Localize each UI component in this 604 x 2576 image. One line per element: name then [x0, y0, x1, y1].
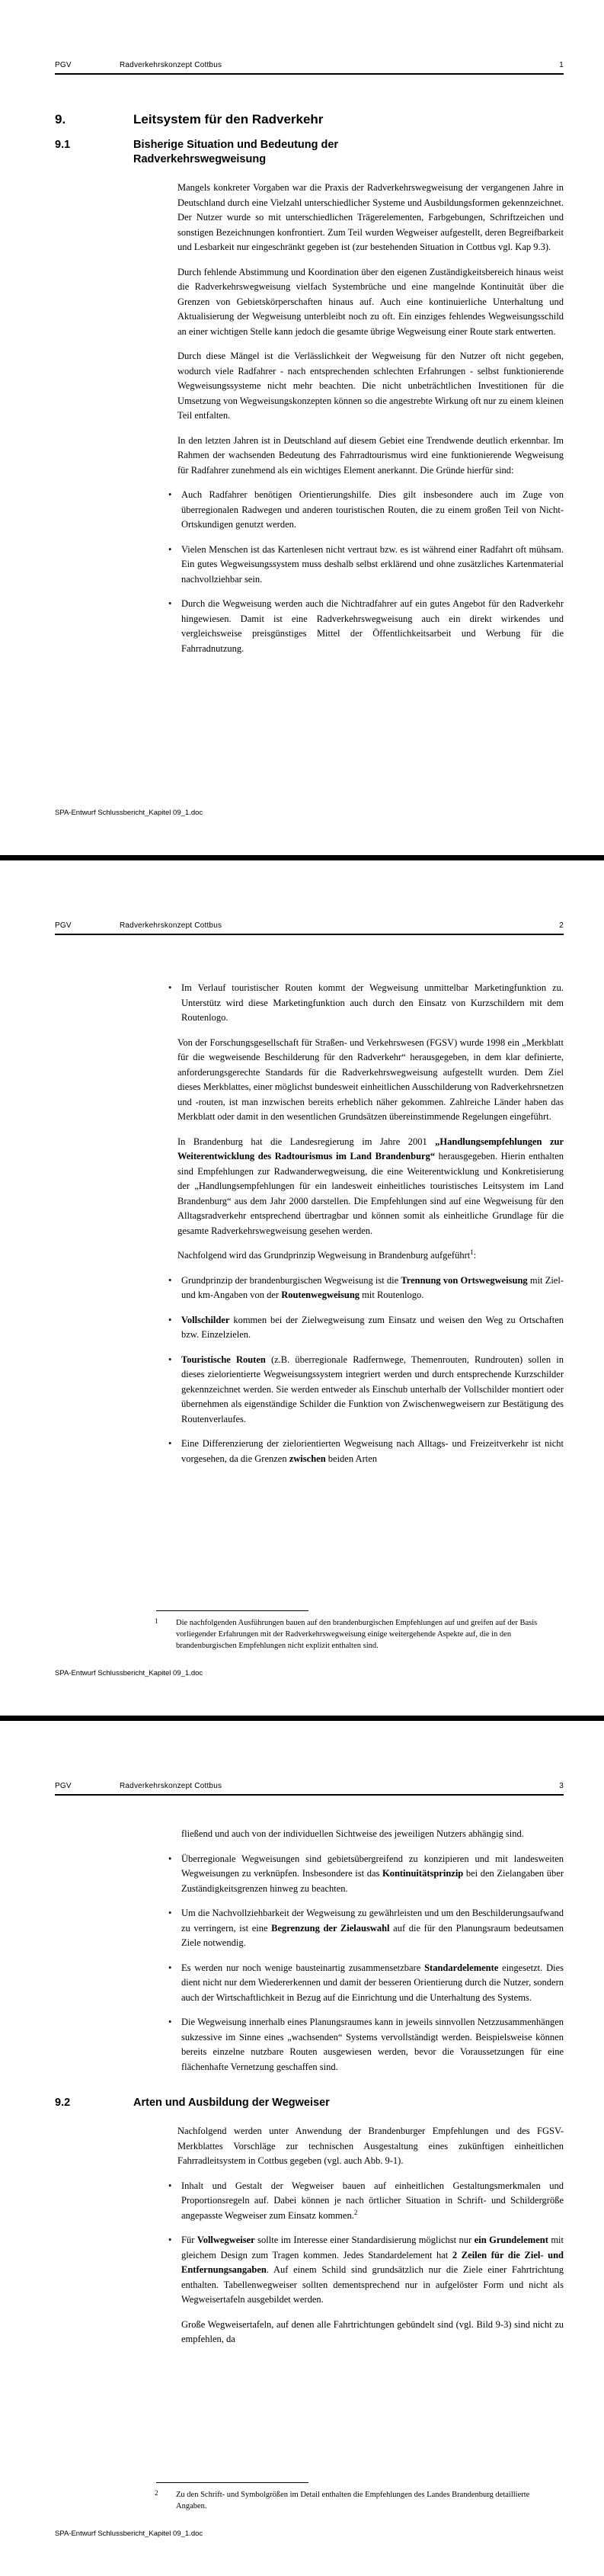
page-header — [55, 921, 564, 930]
footnote-text: Die nachfolgenden Ausführungen bauen auf den brandenburgischen Empfehlungen auf und greifen auf der Basis vorliegender Erfahrungen mit der Radverkehrswegweisung einige weitergehende Aspekte auf, die in den brandenburgischen Empfehlungen nicht explizit enthalten sind. — [176, 1619, 538, 1650]
paragraph-continuation: fließend und auch von der individuellen Sichtweise des jeweiligen Nutzers abhängig sind. — [181, 1828, 524, 1839]
page-header — [55, 61, 564, 69]
footnote-ref-2: 2 — [353, 2208, 358, 2216]
list-item: • Inhalt und Gestalt der Wegweiser bauen auf einheitlichen Gestaltungsmerkmalen und Proportionsregeln auf. Dabei können je nach örtlicher Situation in Schrift- und Schildergröße angepasste Wegweiser zum Einsatz kommen.$^2$ — [181, 2179, 564, 2224]
list-item: • Für Vollwegweiser sollte im Interesse einer Standardisierung möglichst nur ein Grundelement mit gleichem Design zum Tragen kommen. Jedes Standardelement hat 2 Zeilen für die Ziel- und Entfernungsangaben. Auf einem Schild sind grundsätzlich nur die Ziele einer Fahrtrichtung enthalten. Tabellenwegweiser sollten dementsprechend nur in aufgelöster Form und nicht als Wegweisertafeln ausgebildet werden. Große Wegweisertafeln, auf denen alle Fahrtrichtungen gebündelt sind (vgl. Bild 9-3) sind nicht zu empfehlen, da — [181, 2233, 564, 2347]
header-org: PGV — [55, 921, 72, 930]
footnotes-area — [152, 1610, 548, 1652]
paragraph: In den letzten Jahren ist in Deutschland auf diesem Gebiet eine Trendwende deutlich erkennbar. Im Rahmen der wachsenden Bedeutung des Fahrradtourismus wird eine funktionierende Wegweisung für Radfahrer zunehmend als ein wichtiges Element anerkannt. Die Gründe hierfür sind: — [177, 434, 564, 476]
section-title: Arten und Ausbildung der Wegweiser — [133, 2097, 330, 2109]
list-item: • Um die Nachvollziehbarkeit der Wegweisung zu gewährleisten und um den Beschilderungsaufwand zu verringern, ist eine Begrenzung der Zielauswahl auf die für den Planungsraum bedeutsamen Ziele notwendig. — [181, 1906, 564, 1951]
footnote — [152, 1617, 548, 1652]
section-title: Bisherige Situation und Bedeutung der Radverkehrswegweisung — [133, 139, 339, 165]
list-item: • Eine Differenzierung der zielorientierten Wegweisung nach Alltags- und Freizeitverkehr ist nicht vorgesehen, da die Grenzen zwischen beiden Arten — [181, 1437, 564, 1466]
footnote-marker: 2 — [155, 2489, 158, 2497]
header-doc-title: Radverkehrskonzept Cottbus — [120, 921, 222, 930]
paragraph: In Brandenburg hat die Landesregierung im Jahre 2001 „Handlungsempfehlungen zur Weiterentwicklung des Radtourismus im Land Brandenburg“ herausgegeben. Hierin enthalten sind Empfehlungen zur Radwanderwegweisung, die eine Weiterentwicklung und Konkretisierung der „Handlungsempfehlungen für ein landesweit einheitliches touristisches Leitsystem im Land Brandenburg“ aus dem Jahr 2000 darstellen. Die Empfehlungen sind auf eine Wegweisung für den Alltagsradverkehr entsprechend übertragbar und können somit als einheitliche Grundlage für die gesamte Radverkehrswegweisung gesehen werden. — [177, 1136, 564, 1236]
list-item: • Durch die Wegweisung werden auch die Nichtradfahrer auf ein gutes Angebot für den Radverkehr hingewiesen. Damit ist eine Radverkehrswegweisung auch ein direkt wirkendes und vergleichsweise preisgünstiges Mittel der Öffentlichkeitsarbeit und Werbung für die Fahrradnutzung. — [181, 597, 564, 656]
footnote — [152, 2489, 548, 2512]
page-1 — [0, 0, 604, 855]
section-9-2-heading — [55, 2096, 564, 2110]
header-doc-title: Radverkehrskonzept Cottbus — [120, 61, 222, 69]
page-break-separator — [0, 855, 604, 860]
list-item: • Im Verlauf touristischer Routen kommt der Wegweisung unmittelbar Marketingfunktion zu. Unterstütz wird diese Marketingfunktion auch durch den Einsatz von Kurzschildern mit dem Routenlogo. — [181, 981, 564, 1026]
section-number: 9.1 — [55, 139, 71, 151]
paragraph: Nachfolgend wird das Grundprinzip Wegweisung in Brandenburg aufgeführt$^1$: — [177, 1248, 477, 1261]
section-9-1-heading — [55, 138, 564, 167]
page-body — [0, 75, 604, 666]
list-item: • Grundprinzip der brandenburgischen Wegweisung ist die Trennung von Ortswegweisung mit Ziel- und km-Angaben von der Routenwegweisung mit Routenlogo. — [181, 1274, 564, 1303]
list-item: • Touristische Routen (z.B. überregionale Radfernwege, Themenrouten, Rundrouten) sollen in dieses zielorientierte Wegweisungssystem integriert werden und durch entsprechende Kurzschilder gekennzeichnet werden. Sie werden entweder als Einschub unterhalb der Vollschilder montiert oder übernehmen als eigenständige Schilder die Funktion von Zwischenwegweisern zur Bestätigung des Routenverlaufes. — [181, 1353, 564, 1427]
section-number: 9. — [55, 112, 66, 127]
page-number: 2 — [559, 921, 564, 930]
page-body — [0, 1796, 604, 2357]
paragraph: Von der Forschungsgesellschaft für Straßen- und Verkehrswesen (FGSV) wurde 1998 ein „Merkblatt für die wegweisende Beschilderung für den Radverkehr“ herausgegeben, in dem klar definierte, anforderungsgerechte Standards für die Radverkehrswegweisung aufgestellt wurden. Dem Ziel dieses Merkblattes, einer möglichst bundesweit einheitlichen Ausschilderung von Radverkehrsnetzen und -routen, ist man inzwischen bereits erheblich näher gekommen. Zahlreiche Länder haben das Merkblatt oder damit in den wesentlichen Grundsätzen übereinstimmende Regelungen eingeführt. — [177, 1036, 564, 1122]
page-3 — [0, 1721, 604, 2576]
paragraph: Durch fehlende Abstimmung und Koordination über den eigenen Zuständigkeitsbereich hinaus weist die Radverkehrswegweisung vielfach Systembrüche und eine mangelnde Kontinuität über die Grenzen von Gebietskörperschaften hinaus auf. Auch eine kontinuierliche Unterhaltung und Aktualisierung der Wegweisung unterbleibt noch zu oft. Ein einziges fehlendes Wegweisungsschild an einer wichtigen Stelle kann jedoch die gesamte übrige Wegweisung einer Route stark entwerten. — [177, 266, 564, 337]
footnote-rule — [156, 2482, 308, 2483]
page-header — [55, 1782, 564, 1790]
section-9-heading — [55, 111, 564, 127]
page-number: 1 — [559, 61, 564, 69]
footnote-marker: 1 — [155, 1617, 158, 1625]
list-item: • Es werden nur noch wenige bausteinartig zusammensetzbare Standardelemente eingesetzt. Dies dient nicht nur dem Wiedererkennen und damit der besseren Orientierung durch die Nutzer, sondern auch der Wirtschaftlichkeit in Bezug auf die Einrichtung und die Unterhaltung des Systems. — [181, 1961, 564, 2006]
list-item: • Auch Radfahrer benötigen Orientierungshilfe. Dies gilt insbesondere auch im Zuge von überregionalen Radwegen und anderen touristischen Routen, die zu einem großen Teil von Nicht-Ortskundigen genutzt werden. — [181, 488, 564, 533]
section-title: Leitsystem für den Radverkehr — [133, 112, 324, 127]
header-org: PGV — [55, 1782, 72, 1790]
paragraph: Mangels konkreter Vorgaben war die Praxis der Radverkehrswegweisung der vergangenen Jahre in Deutschland durch eine Vielzahl unterschiedlicher Systeme und Ausbildungsformen gekennzeichnet. Der Nutzer wurde so mit unterschiedlichen Trägerelementen, Farbgebungen, Schriftzeichen und sonstigen Bezeichnungen konfrontiert. Zum Teil wurden Wegweiser aufgestellt, deren Begreifbarkeit und Lesbarkeit nur eingeschränkt gegeben ist (zur bestehenden Situation in Cottbus vgl. Kap 9.3). — [177, 182, 564, 252]
header-org: PGV — [55, 61, 72, 69]
page-2 — [0, 860, 604, 1716]
footnote-rule — [156, 1610, 308, 1611]
list-item: • Vielen Menschen ist das Kartenlesen nicht vertraut bzw. es ist während einer Radfahrt oft mühsam. Ein gutes Wegweisungssystem muss deshalb selbst erklärend und ohne zusätzliches Kartenmaterial nachvollziehbar sein. — [181, 543, 564, 588]
footnote-ref-1: 1 — [470, 1248, 474, 1256]
paragraph: Nachfolgend werden unter Anwendung der Brandenburger Empfehlungen und des FGSV-Merkblattes Vorschläge zur technischen Ausgestaltung eines zukünftigen einheitlichen Fahrradleitsystem in Cottbus gegeben (vgl. auch Abb. 9-1). — [177, 2126, 564, 2166]
section-number: 9.2 — [55, 2097, 71, 2109]
footnotes-area — [152, 2482, 548, 2512]
list-item: • Überregionale Wegweisungen sind gebietsübergreifend zu konzipieren und mit landesweiten Wegweisungen zu verknüpfen. Insbesondere ist das Kontinuitätsprinzip bei den Zielangaben über Zuständigkeitsgrenzen hinweg zu beachten. — [181, 1852, 564, 1897]
list-item: • Vollschilder kommen bei der Zielwegweisung zum Einsatz und weisen den Weg zu Ortschaften bzw. Einzelzielen. — [181, 1313, 564, 1343]
list-item: • Die Wegweisung innerhalb eines Planungsraumes kann in jeweils sinnvollen Netzzusammenhängen sukzessive im Sinne eines „wachsenden“ Systems vervollständigt werden. Beispielsweise können bereits einzelne nutzbare Routen ausgewiesen werden, bevor die Voraussetzungen für eine flächenhafte Vernetzung geschaffen sind. — [181, 2015, 564, 2075]
header-doc-title: Radverkehrskonzept Cottbus — [120, 1782, 222, 1790]
paragraph: Große Wegweisertafeln, auf denen alle Fahrtrichtungen gebündelt sind (vgl. Bild 9-3) sind nicht zu empfehlen, da — [181, 2318, 564, 2344]
page-break-separator — [0, 1716, 604, 1721]
page-footer-filename: SPA-Entwurf Schlussbericht_Kapitel 09_1.doc — [55, 1669, 203, 1677]
paragraph: Durch diese Mängel ist die Verlässlichkeit der Wegweisung für den Nutzer oft nicht gegeben, wodurch viele Radfahrer - nach entsprechenden schlechten Erfahrungen - selbst funktionierende Wegweisungssysteme nicht mehr beachten. Die nicht unbeträchtlichen Investitionen für die Umsetzung von Wegweisungskonzepten können so die angestrebte Wirkung oft nur zu einem kleinen Teil entfalten. — [177, 351, 564, 421]
page-number: 3 — [559, 1782, 564, 1790]
footnote-text: Zu den Schrift- und Symbolgrößen im Detail enthalten die Empfehlungen des Landes Brandenburg detaillierte Angaben. — [176, 2491, 530, 2510]
page-body — [0, 935, 604, 1476]
page-footer-filename: SPA-Entwurf Schlussbericht_Kapitel 09_1.doc — [55, 2530, 203, 2538]
page-footer-filename: SPA-Entwurf Schlussbericht_Kapitel 09_1.doc — [55, 809, 203, 817]
